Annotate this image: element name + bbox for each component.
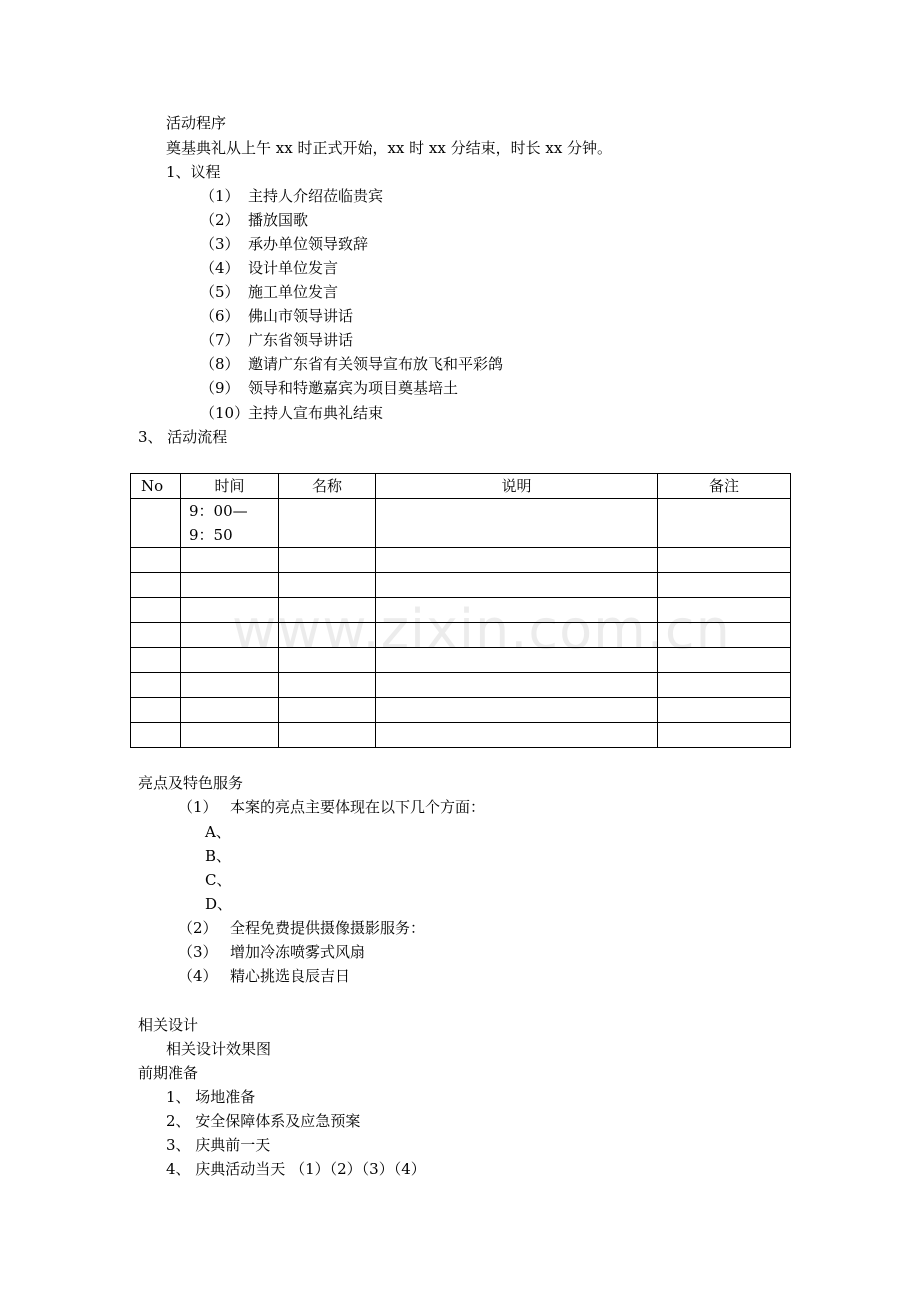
agenda-item-text: 主持人宣布典礼结束 [248,404,384,422]
program-title: 活动程序 [166,114,227,132]
agenda-item-number: （10） [200,404,250,422]
table-cell [131,548,181,573]
table-row [131,573,791,598]
agenda-item [200,330,353,350]
highlight-item [178,797,485,817]
agenda-item-text: 主持人介绍莅临贵宾 [248,187,384,205]
highlights-title: 亮点及特色服务 [138,774,244,792]
table-cell [279,673,376,698]
table-cell [658,673,791,698]
table-row [131,673,791,698]
table-row [131,698,791,723]
table-cell [376,673,658,698]
table-cell [131,598,181,623]
prep-title: 前期准备 [138,1064,199,1082]
agenda-item [200,354,503,374]
table-cell [376,723,658,748]
highlight-item-text: 精心挑选良辰吉日 [230,967,351,985]
table-cell [131,499,181,548]
agenda-item-number: （2） [200,211,240,229]
table-cell [658,723,791,748]
table-cell [376,698,658,723]
table-cell [658,698,791,723]
agenda-item [200,403,383,423]
table-cell [181,723,279,748]
column-header-remarks: 备注 [658,474,791,499]
highlight-item-text: 全程免费提供摄像摄影服务： [230,919,426,937]
agenda-item-number: （5） [200,283,240,301]
highlight-item-number: （2） [178,919,218,937]
agenda-item [200,234,368,254]
highlight-item-number: （3） [178,943,218,961]
table-cell [279,573,376,598]
table-cell [181,548,279,573]
table-cell [279,499,376,548]
agenda-item [200,186,383,206]
highlight-item-text: 增加冷冻喷雾式风扇 [230,943,366,961]
agenda-item [200,282,338,302]
agenda-item-number: （8） [200,355,240,373]
design-item: 相关设计效果图 [166,1040,272,1058]
time-start: 9：00— [189,502,248,520]
highlight-item-number: （4） [178,967,218,985]
prep-item: 3、 庆典前一天 [166,1136,271,1154]
table-cell [131,648,181,673]
column-header-name: 名称 [279,474,376,499]
agenda-item-text: 播放国歌 [248,211,309,229]
agenda-item-text: 承办单位领导致辞 [248,235,369,253]
table-cell [131,573,181,598]
highlight-item-text: 本案的亮点主要体现在以下几个方面： [230,798,486,816]
table-cell [376,573,658,598]
highlight-item [178,942,365,962]
prep-item: 2、 安全保障体系及应急预案 [166,1112,361,1130]
table-cell [181,673,279,698]
highlight-sub-item: D、 [205,895,233,913]
table-cell [131,698,181,723]
flow-heading: 3、 活动流程 [138,428,228,446]
table-cell [181,698,279,723]
highlight-item [178,918,425,938]
agenda-item [200,378,458,398]
highlight-item-number: （1） [178,798,218,816]
agenda-item-number: （9） [200,379,240,397]
agenda-heading: 1、议程 [166,163,221,181]
table-cell [376,499,658,548]
prep-item: 1、 场地准备 [166,1088,256,1106]
table-cell [131,673,181,698]
agenda-item [200,306,353,326]
agenda-item-number: （3） [200,235,240,253]
prep-item: 4、 庆典活动当天 （1）（2）（3）（4） [166,1160,426,1178]
table-row [131,723,791,748]
agenda-item-text: 佛山市领导讲话 [248,307,354,325]
table-row [131,499,791,548]
agenda-item-text: 领导和特邀嘉宾为项目奠基培土 [248,379,459,397]
agenda-item-text: 邀请广东省有关领导宣布放飞和平彩鸽 [248,355,504,373]
design-title: 相关设计 [138,1016,199,1034]
column-header-time: 时间 [181,474,279,499]
program-intro: 奠基典礼从上午 xx 时正式开始，xx 时 xx 分结束，时长 xx 分钟。 [166,139,613,157]
highlight-item [178,966,350,986]
table-row [131,548,791,573]
table-cell [131,623,181,648]
table-cell [658,499,791,548]
highlight-sub-item: A、 [205,823,231,841]
table-cell [658,573,791,598]
watermark: www.zixin.com.cn [232,598,731,661]
table-cell [181,573,279,598]
agenda-item-number: （1） [200,187,240,205]
agenda-item [200,258,338,278]
highlight-sub-item: C、 [205,871,232,889]
agenda-item-text: 施工单位发言 [248,283,339,301]
table-cell [279,698,376,723]
time-cell [181,499,279,548]
time-end: 9：50 [189,526,233,544]
table-cell [376,548,658,573]
agenda-item [200,210,308,230]
table-cell [279,548,376,573]
column-header-no: No [131,474,181,499]
table-cell [658,548,791,573]
agenda-item-text: 设计单位发言 [248,259,339,277]
column-header-description: 说明 [376,474,658,499]
agenda-item-number: （7） [200,331,240,349]
highlight-sub-item: B、 [205,847,232,865]
table-cell [279,723,376,748]
table-cell [131,723,181,748]
agenda-item-number: （6） [200,307,240,325]
agenda-item-number: （4） [200,259,240,277]
agenda-item-text: 广东省领导讲话 [248,331,354,349]
table-header-row [131,474,791,499]
